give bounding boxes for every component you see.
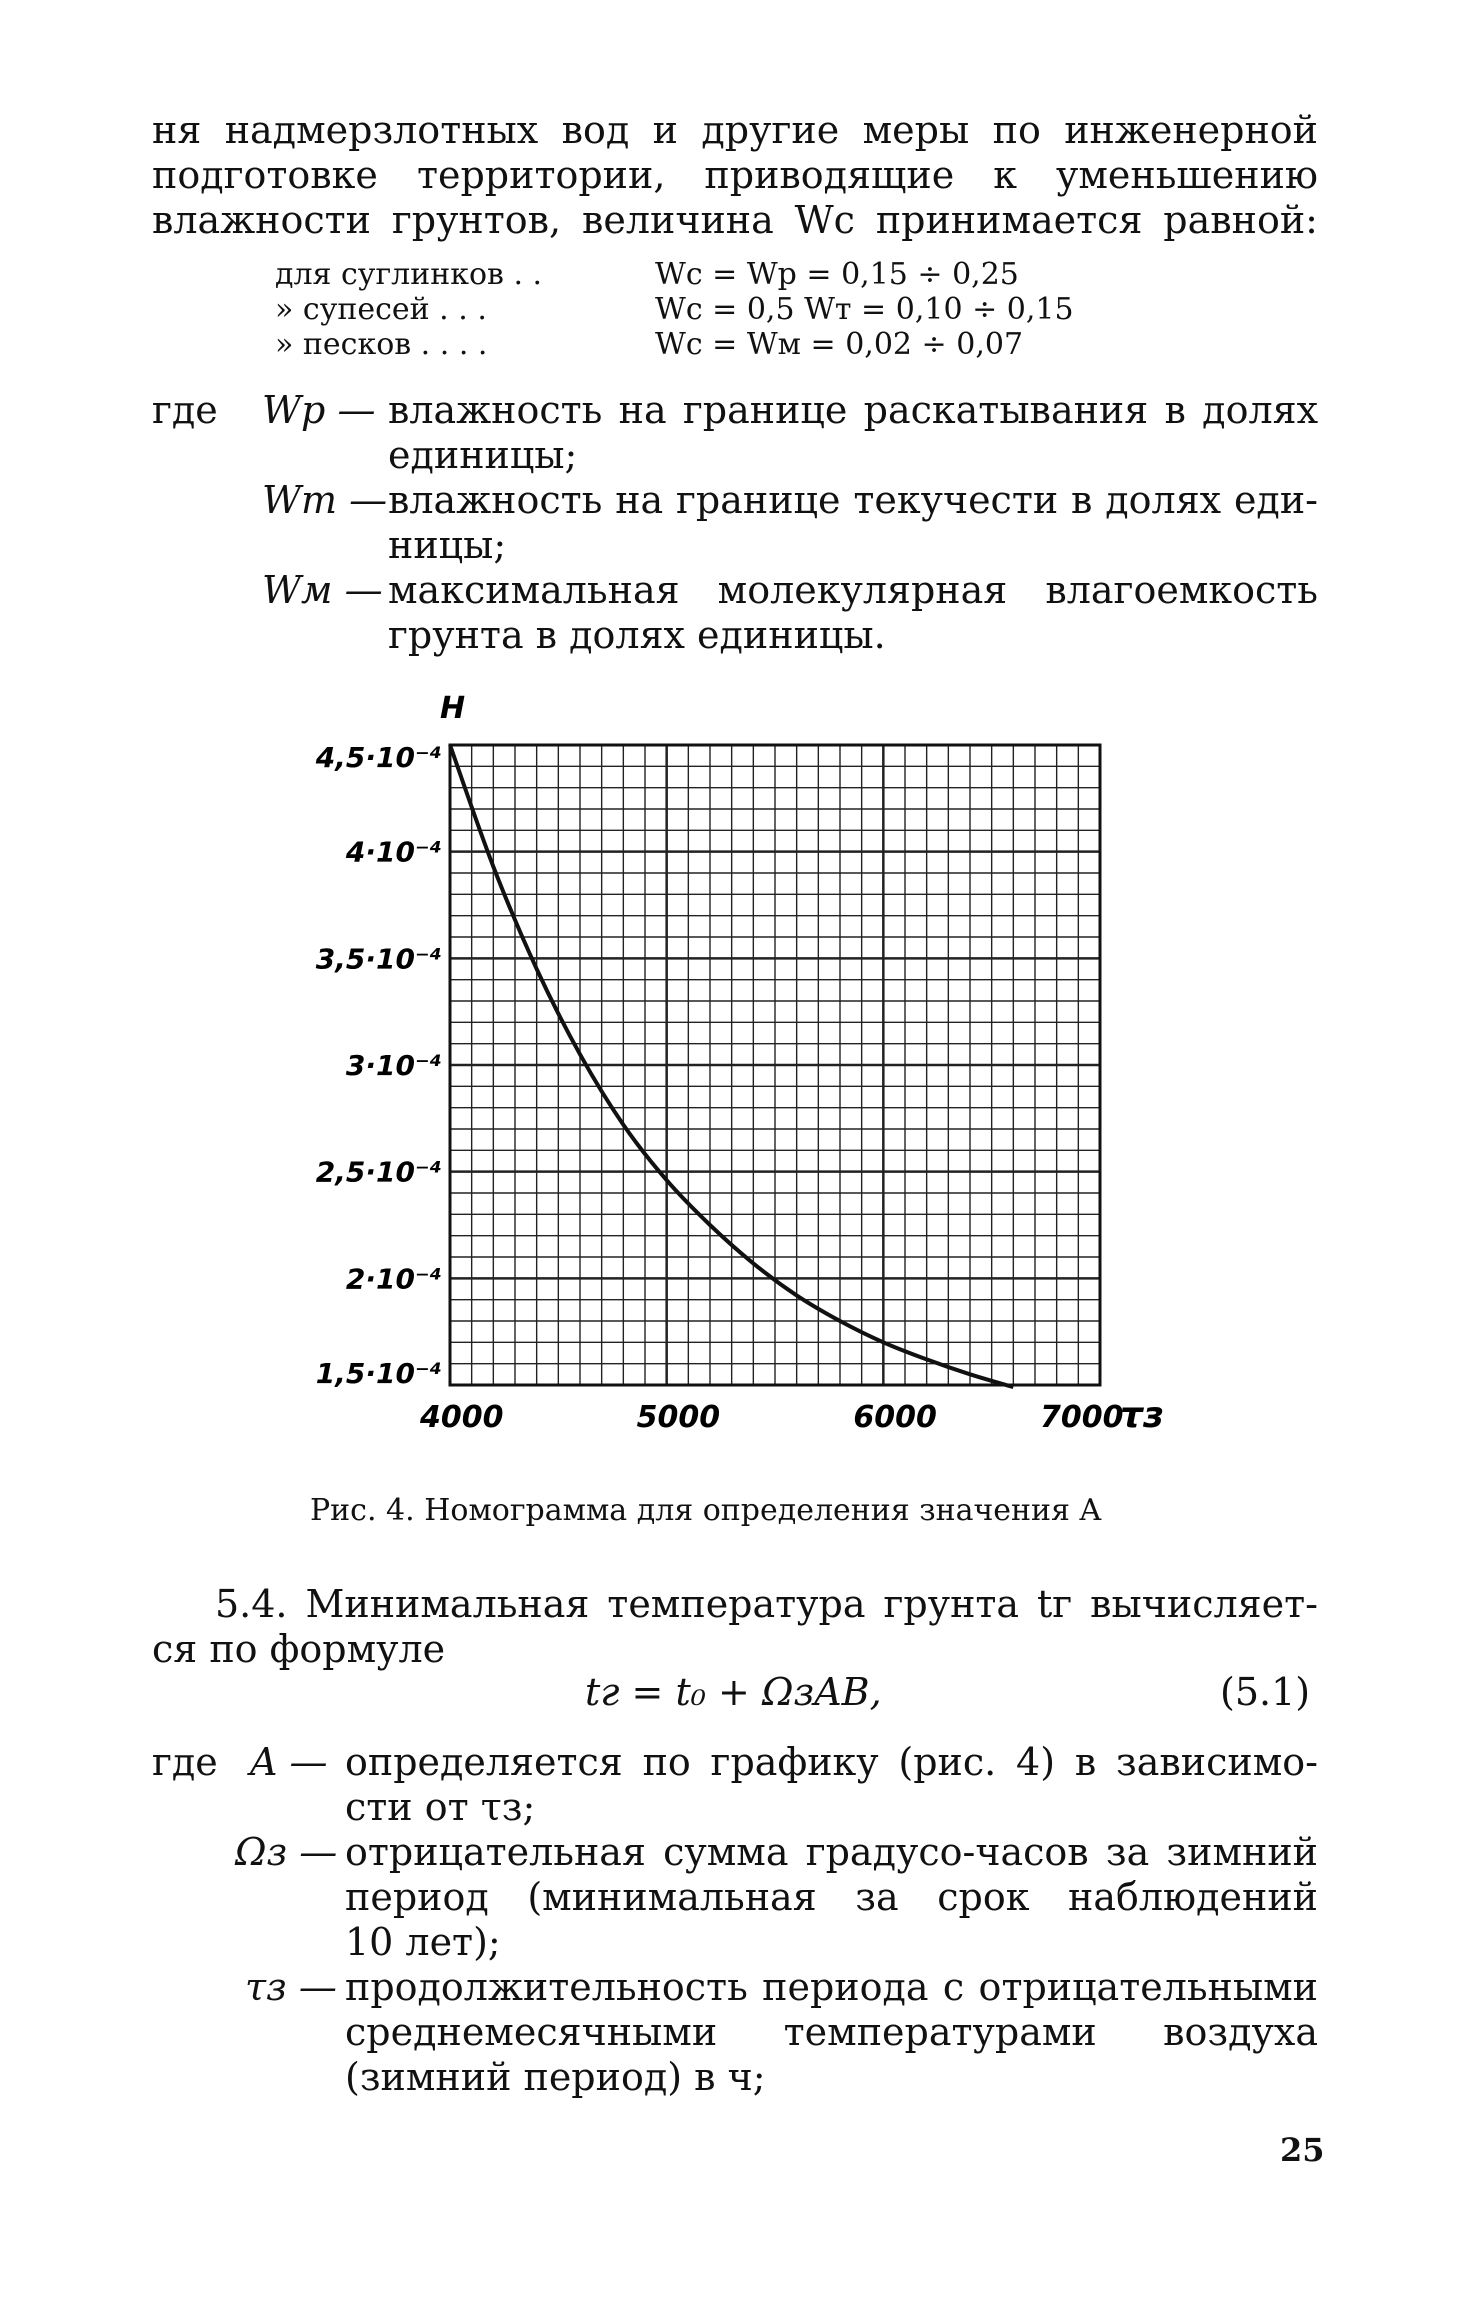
intro-line-3: влажности грунтов, величина Wс принимается равной:	[152, 198, 1318, 242]
y-tick-label: 4·10⁻⁴	[345, 835, 442, 869]
definition-text: среднемесячными температурами воздуха	[345, 2010, 1318, 2054]
definition-text: 10 лет);	[345, 1920, 501, 1964]
x-tick-label: 4000	[420, 1400, 504, 1435]
y-tick-label: 1,5·10⁻⁴	[315, 1357, 442, 1390]
definition-symbol: Wм —	[262, 568, 383, 612]
y-tick-label: 2,5·10⁻⁴	[315, 1155, 442, 1189]
soil-name: для суглинков . .	[275, 257, 543, 292]
definition-text: ницы;	[388, 523, 507, 567]
x-tick-label: 7000	[1040, 1400, 1124, 1435]
soil-name: » песков . . . .	[275, 327, 488, 362]
intro-line-2: подготовке территории, приводящие к уменьшению	[152, 153, 1318, 197]
x-tick-label: 6000	[853, 1400, 937, 1435]
definition-symbol: A —	[250, 1740, 328, 1784]
formula: tг = t₀ + ΩзAB,	[585, 1670, 882, 1714]
definition-symbol: Ωз —	[235, 1830, 338, 1874]
definition-symbol: Wр —	[262, 388, 376, 432]
equation-number: (5.1)	[1220, 1670, 1311, 1714]
y-tick-label: 2·10⁻⁴	[345, 1262, 442, 1296]
y-tick-label: 3·10⁻⁴	[345, 1049, 442, 1082]
definition-text: продолжительность периода с отрицательными	[345, 1965, 1318, 2009]
definition-text: (зимний период) в ч;	[345, 2055, 766, 2099]
soil-formula: Wс = Wр = 0,15 ÷ 0,25	[655, 257, 1019, 292]
definition-text: единицы;	[388, 433, 578, 477]
y-tick-label: 3,5·10⁻⁴	[315, 942, 442, 976]
definition-text: влажность на границе раскатывания в долях	[388, 388, 1318, 432]
definition-text: отрицательная сумма градусо-часов за зимний	[345, 1830, 1318, 1874]
figure-caption: Рис. 4. Номограмма для определения значения A	[310, 1493, 1102, 1528]
definition-symbol: τз —	[245, 1965, 337, 2009]
page-number: 25	[1280, 2131, 1325, 2169]
definition-text: грунта в долях единицы.	[388, 613, 886, 657]
definition-symbol: Wт —	[262, 478, 388, 522]
x-axis-label: τз	[1120, 1395, 1164, 1436]
definition-text: период (минимальная за срок наблюдений	[345, 1875, 1318, 1919]
chart-grid	[450, 745, 1100, 1385]
chart-marks	[315, 741, 1124, 1435]
definition-text: определяется по графику (рис. 4) в зависимо-	[345, 1740, 1318, 1784]
x-tick-label: 5000	[636, 1400, 721, 1435]
section-text-line-1: 5.4. Минимальная температура грунта tг вычисляет-	[215, 1582, 1318, 1626]
definition-text: максимальная молекулярная влагоемкость	[388, 568, 1318, 612]
soil-formula: Wс = 0,5 Wт = 0,10 ÷ 0,15	[655, 292, 1074, 327]
definition-text: сти от τз;	[345, 1785, 536, 1829]
where-word: где	[152, 1740, 218, 1784]
where-word: где	[152, 388, 218, 432]
soil-name: » супесей . . .	[275, 292, 487, 327]
y-axis-label: H	[440, 691, 466, 726]
soil-formula: Wс = Wм = 0,02 ÷ 0,07	[655, 327, 1024, 362]
intro-line-1: ня надмерзлотных вод и другие меры по инженерной	[152, 108, 1318, 152]
definition-text: влажность на границе текучести в долях еди-	[388, 478, 1318, 522]
y-tick-label: 4,5·10⁻⁴	[315, 741, 442, 774]
section-text-line-2: ся по формуле	[152, 1627, 446, 1671]
